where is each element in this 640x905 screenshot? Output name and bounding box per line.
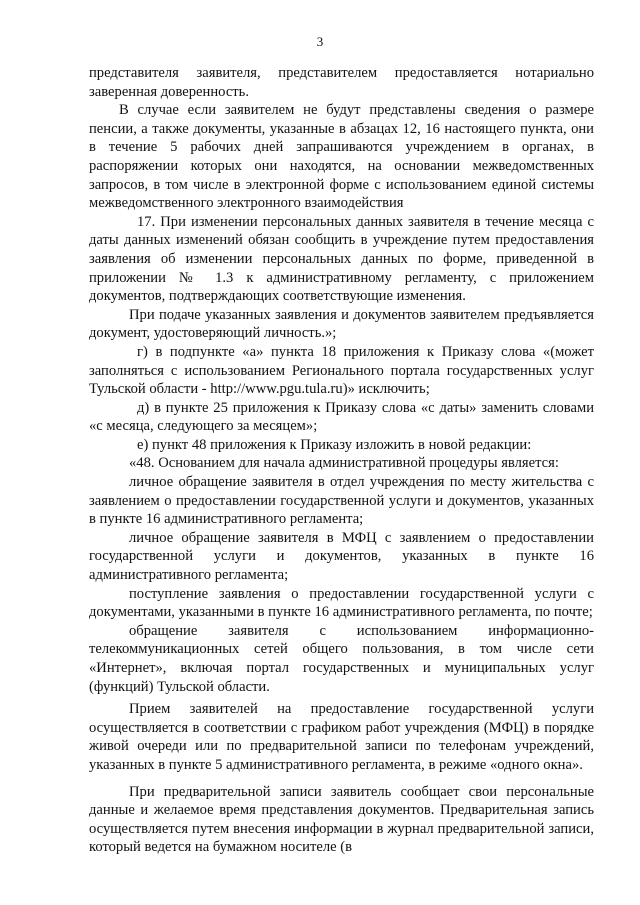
paragraph-personal-visit-department: личное обращение заявителя в отдел учреждения по месту жительства с заявлением о предоставлении государственной услуги и документов, указанных в пункте 16 административного регламента; — [89, 474, 594, 528]
paragraph-identity-document: При подаче указанных заявления и документов заявителем предъявляется документ, удостоверяющий личность.»; — [89, 306, 594, 342]
paragraph-reception-schedule: Прием заявителей на предоставление государственной услуги осуществляется в соответствии с графиком работ учреждения (МФЦ) в порядке живой очереди или по предварительной записи по телефонам учреждений, указанных в пункте 5 административного регламента, в режиме «одного окна». — [89, 701, 594, 773]
paragraph-item-17: 17. При изменении персональных данных заявителя в течение месяца с даты данных изменений обязан сообщить в учреждение путем предоставления заявления об изменении персональных данных по форме, приведенной в приложении № 1.3 к административному регламенту, с приложением документов, подтверждающих соответствующие изменения. — [89, 213, 594, 305]
page-number: 3 — [316, 34, 324, 49]
paragraph-subitem-g: г) в подпункте «а» пункта 18 приложения к Приказу слова «(может заполняться с использованием Регионального портала государственных услуг Тульской области - http://www.pgu.tula.ru)» исключить; — [89, 343, 594, 398]
paragraph-item-48: «48. Основанием для начала административной процедуры является: — [129, 455, 559, 472]
paragraph-preregistration: При предварительной записи заявитель сообщает свои персональные данные и желаемое время представления документов. Предварительная запись осуществляется путем внесения информации в журнал предварительной записи, который ведется на бумажном носителе (в — [89, 783, 594, 856]
document-body — [89, 64, 594, 857]
paragraph-continuation: представителя заявителя, представителем предоставляется нотариально заверенная доверенность. — [89, 65, 594, 100]
paragraph-missing-info: В случае если заявителем не будут представлены сведения о размере пенсии, а также документы, указанные в абзацах 12, 16 настоящего пункта, они в течение 5 рабочих дней запрашиваются учреждением в органах, в распоряжении которых они находятся, на основании межведомственных запросов, в том числе в электронной форме с использованием единой системы межведомственного электронного взаимодействия — [89, 102, 594, 212]
paragraph-mail-submission: поступление заявления о предоставлении государственной услуги с документами, указанными в пункте 16 административного регламента, по почте; — [89, 585, 594, 621]
paragraph-subitem-d: д) в пункте 25 приложения к Приказу слова «с даты» заменить словами «с месяца, следующего за месяцем»; — [89, 399, 594, 435]
paragraph-personal-visit-mfc: личное обращение заявителя в МФЦ с заявлением о предоставлении государственной услуги и документов, указанных в пункте 16 административного регламента; — [89, 529, 594, 584]
paragraph-subitem-e: е) пункт 48 приложения к Приказу изложить в новой редакции: — [137, 436, 532, 453]
paragraph-online-submission: обращение заявителя с использованием информационно-телекоммуникационных сетей общего пользования, в том числе сети «Интернет», включая портал государственных и муниципальных услуг (функций) Тульской области. — [89, 622, 594, 695]
